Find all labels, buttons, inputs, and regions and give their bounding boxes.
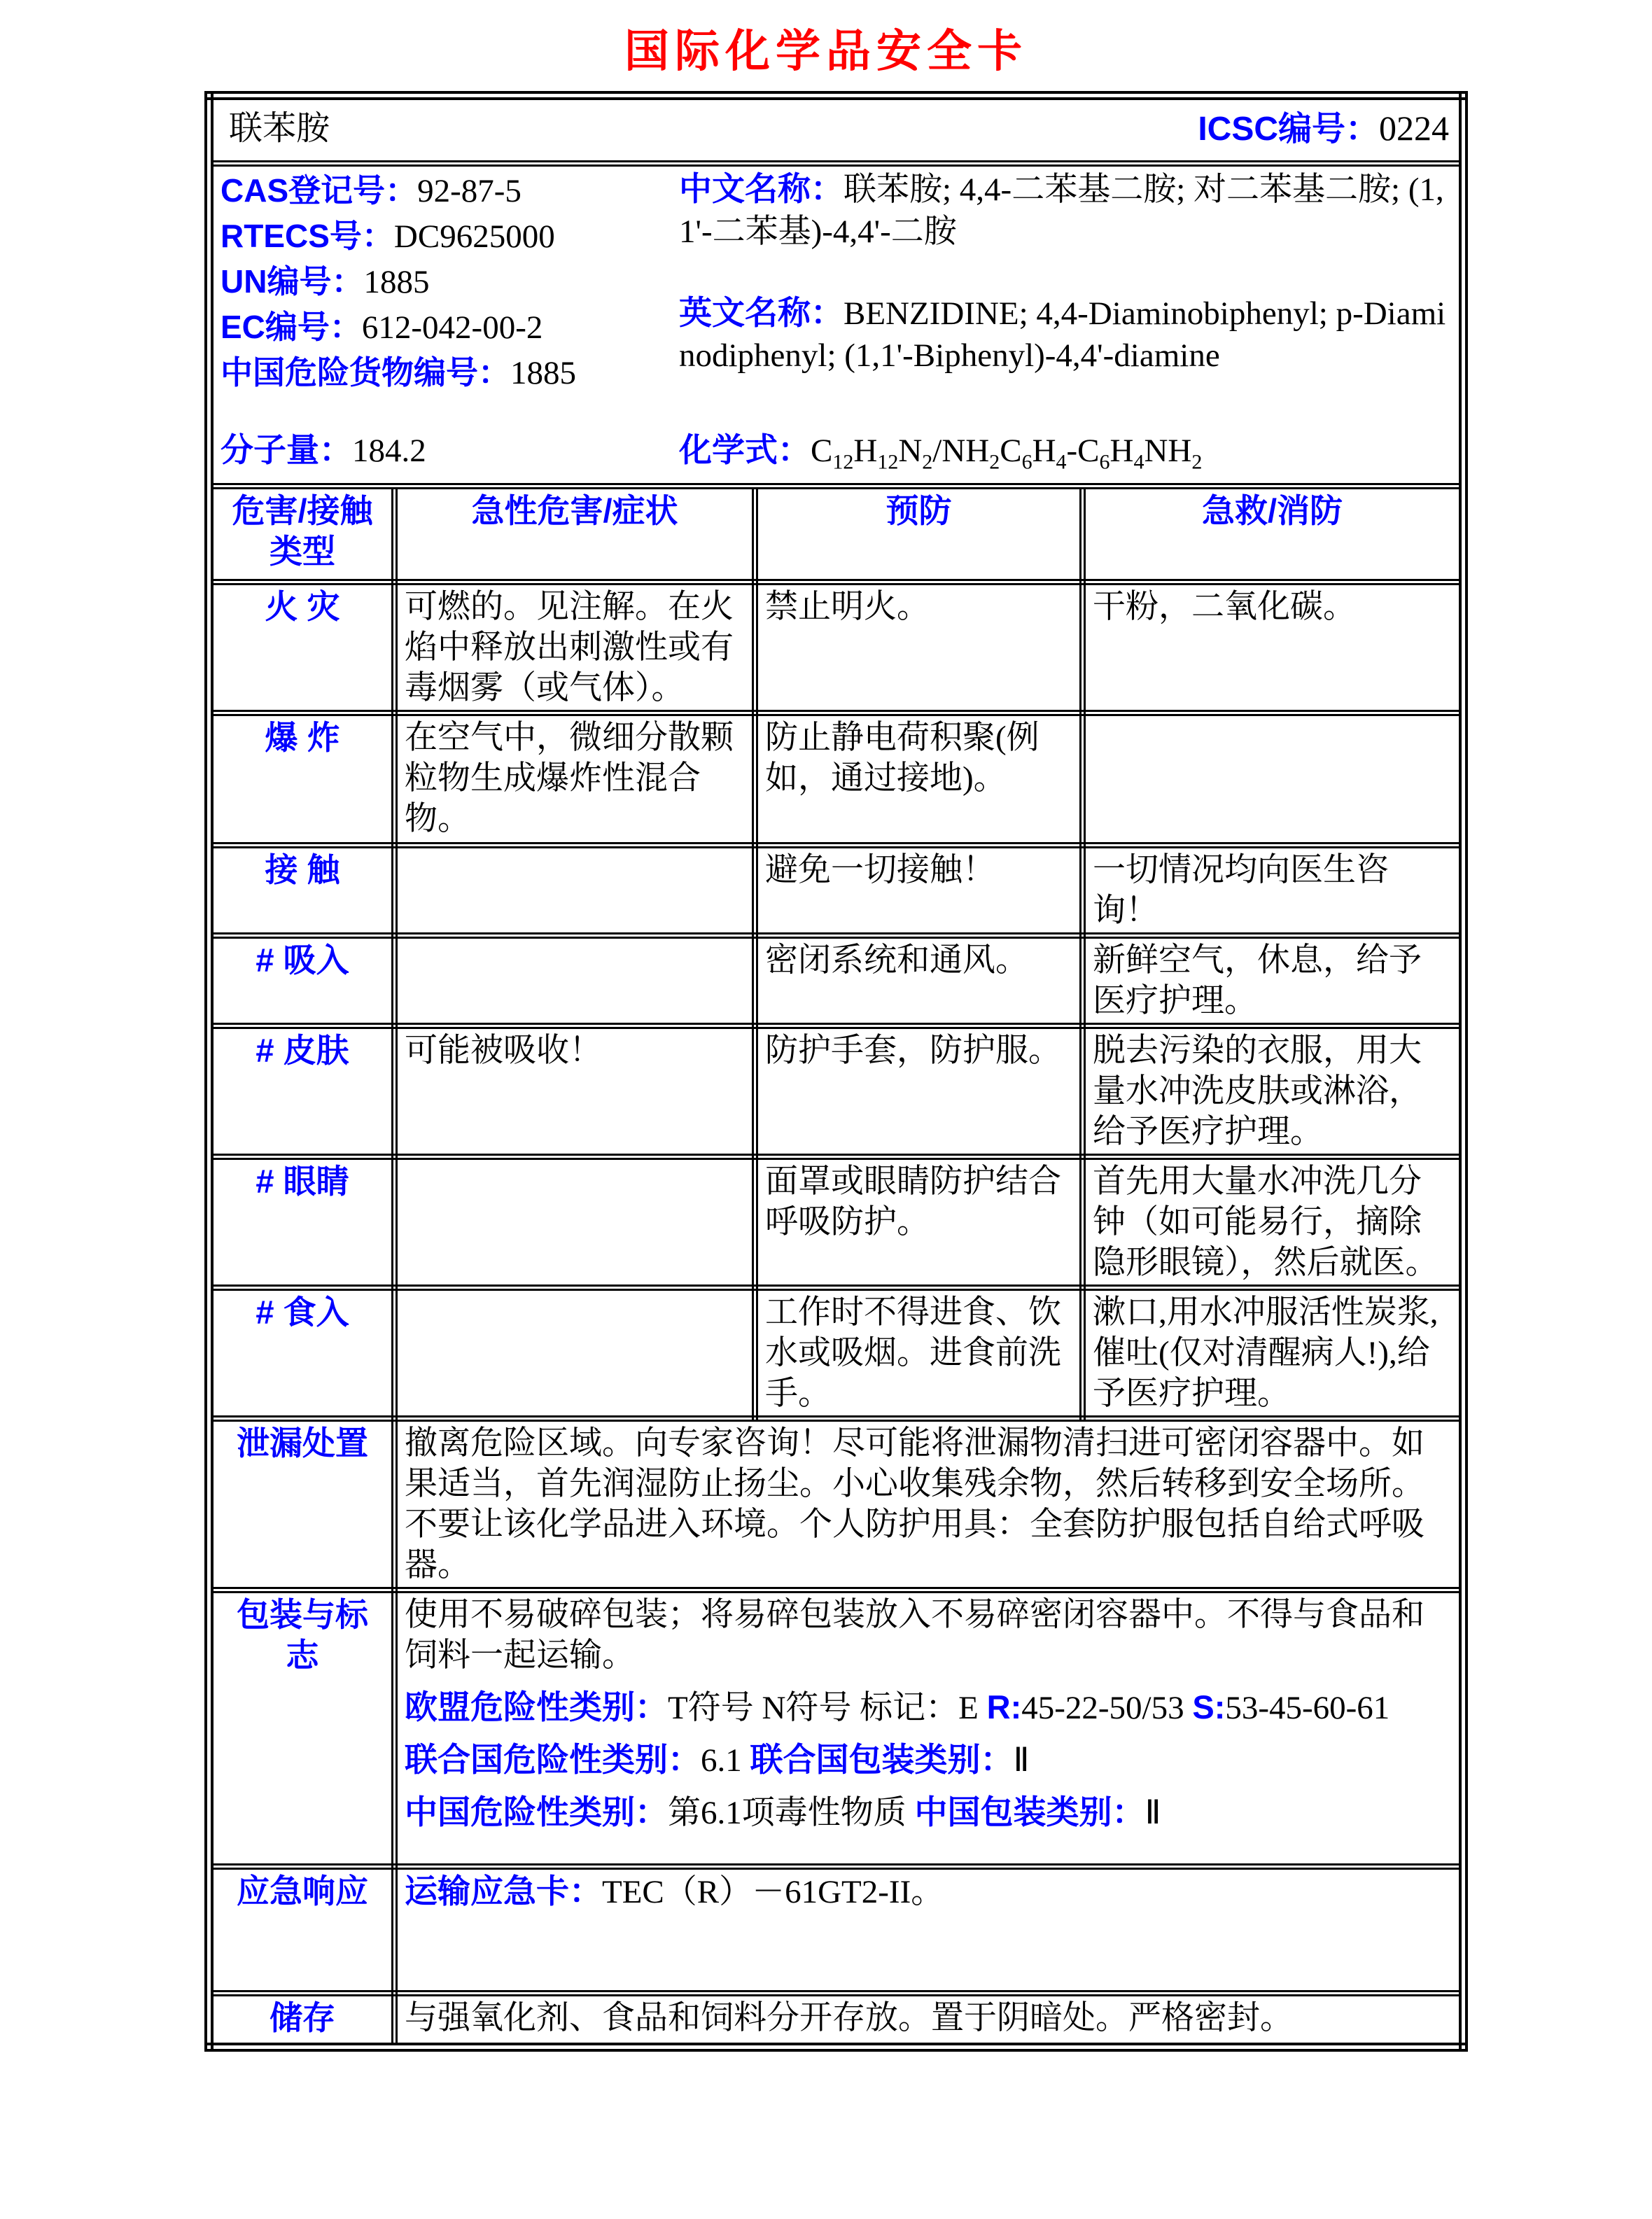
spill-text: 撤离危险区域。向专家咨询！尽可能将泄漏物清扫进可密闭容器中。如果适当，首先润湿防止扬尘。小心收集残余物，然后转移到安全场所。不要让该化学品进入环境。个人防护用具：全套防护服包括自给式呼吸器。 [395, 1419, 1464, 1590]
row-label-eyes: # 眼睛 [209, 1157, 395, 1288]
ec-entry [220, 304, 679, 350]
header-prevention: 预防 [755, 486, 1083, 582]
inhalation-prevention: 密闭系统和通风。 [755, 936, 1083, 1026]
hazard-row-explosion [209, 713, 1464, 846]
ec-value: 612-042-00-2 [361, 309, 543, 346]
name-cell [209, 96, 1464, 164]
skin-symptoms: 可能被吸收！ [395, 1026, 755, 1157]
chemical-formula [679, 428, 1452, 473]
icsc-card-table [204, 91, 1468, 2052]
molecular-weight [220, 428, 679, 473]
row-label-storage: 储存 [209, 1994, 395, 2047]
icsc-number: 0224 [1379, 108, 1450, 148]
contact-prevention: 避免一切接触！ [755, 846, 1083, 936]
english-name [679, 292, 1452, 377]
cas-label: CAS登记号： [220, 172, 418, 209]
packaging-content [395, 1590, 1464, 1867]
china-dg-value: 1885 [510, 355, 576, 391]
formula-value: $C_{12}H_{12}N_2/NH_2C_6H_4-C_6H_4NH_2$ [811, 433, 1203, 474]
hazard-header-row [209, 486, 1464, 582]
emergency-text: 运输应急卡：TEC（R）－61GT2-II。 [395, 1867, 1464, 1994]
fire-symptoms: 可燃的。见注解。在火焰中释放出刺激性或有毒烟雾（或气体）。 [395, 582, 755, 713]
ingestion-prevention: 工作时不得进食、饮水或吸烟。进食前洗手。 [755, 1288, 1083, 1419]
header-symptoms: 急性危害/症状 [395, 486, 755, 582]
emergency-row [209, 1867, 1464, 1994]
storage-text: 与强氧化剂、食品和饲料分开存放。置于阴暗处。严格密封。 [395, 1994, 1464, 2047]
explosion-first-aid [1083, 713, 1464, 846]
chinese-name-value: 联苯胺; 4,4-二苯基二胺; 对二苯基二胺; (1,1'-二苯基)-4,4'-二胺 [679, 172, 1444, 250]
registry-numbers [220, 168, 679, 396]
storage-row [209, 1994, 1464, 2047]
ec-label: EC编号： [220, 309, 362, 345]
packaging-china-classification: 中国危险性类别：第6.1项毒性物质 中国包装类别：Ⅱ [405, 1793, 1161, 1831]
packaging-un-classification: 联合国危险性类别：6.1 联合国包装类别：Ⅱ [405, 1741, 1030, 1779]
molecular-weight-label: 分子量： [220, 431, 352, 468]
packaging-eu-classification: 欧盟危险性类别：T符号 N符号 标记：E R:45-22-50/53 S:53-45-60-61 [405, 1688, 1390, 1726]
rtecs-value: DC9625000 [393, 218, 555, 255]
hazard-row-contact [209, 846, 1464, 936]
icsc-number-group [1198, 108, 1452, 150]
substance-names [679, 168, 1452, 396]
un-entry [220, 259, 679, 304]
rtecs-entry [220, 214, 679, 259]
cas-value: 92-87-5 [417, 173, 522, 209]
skin-first-aid: 脱去污染的衣服，用大量水冲洗皮肤或淋浴，给予医疗护理。 [1083, 1026, 1464, 1157]
inhalation-first-aid: 新鲜空气，休息，给予医疗护理。 [1083, 936, 1464, 1026]
ingestion-first-aid: 漱口,用水冲服活性炭浆,催吐(仅对清醒病人!),给予医疗护理。 [1083, 1288, 1464, 1419]
fire-first-aid: 干粉，二氧化碳。 [1083, 582, 1464, 713]
un-label: UN编号： [220, 263, 364, 300]
english-name-label: 英文名称： [679, 294, 844, 331]
eyes-symptoms [395, 1157, 755, 1288]
cas-entry [220, 168, 679, 214]
hazard-row-ingestion [209, 1288, 1464, 1419]
header-hazard-type: 危害/接触类型 [209, 486, 395, 582]
row-label-skin: # 皮肤 [209, 1026, 395, 1157]
identification-cell [209, 164, 1464, 486]
skin-prevention: 防护手套，防护服。 [755, 1026, 1083, 1157]
row-label-contact: 接 触 [209, 846, 395, 936]
fire-prevention: 禁止明火。 [755, 582, 1083, 713]
english-name-value: BENZIDINE; 4,4-Diaminobiphenyl; p-Diaminodiphenyl; (1,1'-Biphenyl)-4,4'-diamine [679, 295, 1446, 374]
header-first-aid: 急救/消防 [1083, 486, 1464, 582]
formula-label: 化学式： [679, 431, 811, 468]
row-label-spill: 泄漏处置 [209, 1419, 395, 1590]
row-label-ingestion: # 食入 [209, 1288, 395, 1419]
spill-row [209, 1419, 1464, 1590]
hazard-row-skin [209, 1026, 1464, 1157]
hazard-row-eyes [209, 1157, 1464, 1288]
china-dg-label: 中国危险货物编号： [220, 354, 510, 391]
packaging-row [209, 1590, 1464, 1867]
identification-row [209, 164, 1464, 486]
eyes-prevention: 面罩或眼睛防护结合呼吸防护。 [755, 1157, 1083, 1288]
contact-symptoms [395, 846, 755, 936]
row-label-explosion: 爆 炸 [209, 713, 395, 846]
page-title: 国际化学品安全卡 [624, 26, 1028, 76]
eyes-first-aid: 首先用大量水冲洗几分钟（如可能易行，摘除隐形眼镜），然后就医。 [1083, 1157, 1464, 1288]
un-value: 1885 [363, 264, 430, 300]
substance-name: 联苯胺 [229, 110, 330, 147]
inhalation-symptoms [395, 936, 755, 1026]
row-label-fire: 火 灾 [209, 582, 395, 713]
contact-first-aid: 一切情况均向医生咨询！ [1083, 846, 1464, 936]
icsc-label: ICSC编号： [1198, 111, 1380, 148]
chinese-name [679, 168, 1452, 253]
chinese-name-label: 中文名称： [679, 170, 844, 207]
ingestion-symptoms [395, 1288, 755, 1419]
packaging-transport-note: 使用不易破碎包装；将易碎包装放入不易碎密闭容器中。不得与食品和饲料一起运输。 [405, 1597, 1424, 1674]
rtecs-label: RTECS号： [220, 218, 394, 254]
hazard-row-fire [209, 582, 1464, 713]
row-label-emergency: 应急响应 [209, 1867, 395, 1994]
china-dg-entry [220, 350, 679, 396]
row-label-inhalation: # 吸入 [209, 936, 395, 1026]
molecular-weight-value: 184.2 [352, 433, 426, 469]
hazard-row-inhalation [209, 936, 1464, 1026]
explosion-symptoms: 在空气中，微细分散颗粒物生成爆炸性混合物。 [395, 713, 755, 846]
row-label-packaging: 包装与标志 [209, 1590, 395, 1867]
name-row [209, 96, 1464, 164]
explosion-prevention: 防止静电荷积聚(例如，通过接地)。 [755, 713, 1083, 846]
